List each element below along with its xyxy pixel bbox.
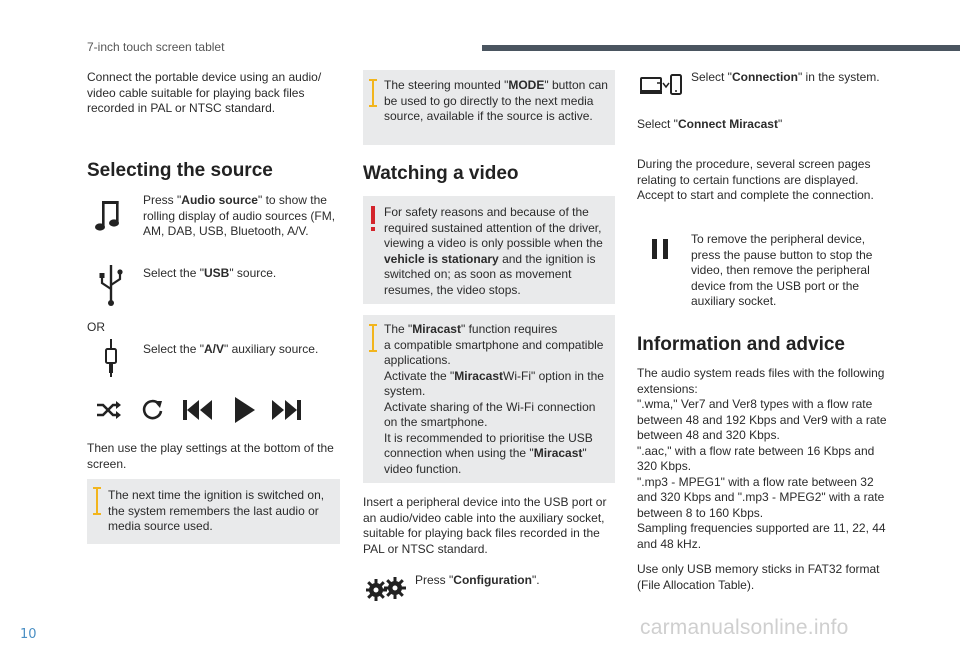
usb-icon [97, 263, 125, 307]
repeat-icon [141, 398, 165, 422]
previous-track-icon [182, 398, 214, 422]
warning-safety-text: For safety reasons and because of the required sustained attention of the driver, viewing a video is only possible when the vehicle is stationary and the ignition is switched on; as soon as movement resumes, the video stops. [384, 205, 603, 297]
watermark: carmanualsonline.info [640, 616, 849, 639]
page-header-title: 7-inch touch screen tablet [87, 40, 225, 54]
pause-icon [650, 239, 670, 259]
heading-information-advice: Information and advice [637, 334, 845, 355]
procedure-paragraph: During the procedure, several screen pages relating to certain functions are displayed. Accept to start and complete the connection. [637, 157, 874, 202]
step-usb: Select the "USB" source. [143, 266, 277, 280]
page-number: 10 [20, 627, 37, 642]
note-last-source-text: The next time the ignition is switched on, the system remembers the last audio or media source used. [108, 488, 325, 533]
warning-safety [363, 196, 615, 304]
info-note-icon [369, 79, 377, 107]
configuration-gears-icon [366, 576, 406, 602]
heading-selecting-source: Selecting the source [87, 160, 273, 181]
play-settings-paragraph: Then use the play settings at the bottom of the screen. [87, 441, 334, 471]
step-connect-miracast: Select "Connect Miracast" [637, 117, 783, 131]
info-paragraph: The audio system reads files with the following extensions: ".wma," Ver7 and Ver8 types with a flow rate between 48 and 192 Kbps and Ver9 with a rate between 48 and 320 Kbps. ".aac," with a flow rate between 16 Kbps and 320 Kbps. ".mp3 - MPEG1" with a flow rate between 32 and 320 Kbps and ".mp3 - MPEG2" with a rate between 8 to 160 Kbps. Sampling frequencies supported are 11, 22, 44 and 48 kHz. [637, 366, 887, 551]
note-miracast [363, 315, 615, 483]
shuffle-icon [96, 400, 122, 420]
note-miracast-text: The "Miracast" function requires a compatible smartphone and compatible applications. Activate the "MiracastWi-Fi" option in the system. Activate sharing of the Wi-Fi connection on the smartphone. It is recommended to prioritise the USB connection when using the "Miracast" video function. [384, 322, 604, 476]
aux-jack-icon [103, 338, 119, 378]
header-bar [482, 45, 960, 51]
info-note-icon [369, 324, 377, 352]
note-mode-text: The steering mounted "MODE" button can be used to go directly to the next media source, available if the source is active. [384, 78, 608, 123]
or-label: OR [87, 320, 105, 334]
warning-icon [370, 206, 376, 232]
fat32-paragraph: Use only USB memory sticks in FAT32 format (File Allocation Table). [637, 562, 880, 592]
note-last-source [87, 479, 340, 544]
heading-watching-video: Watching a video [363, 163, 519, 184]
info-note-icon [93, 487, 101, 515]
intro-paragraph: Connect the portable device using an audio/ video cable suitable for playing back files recorded in PAL or NTSC standard. [87, 70, 322, 115]
remove-device-paragraph: To remove the peripheral device, press the pause button to stop the video, then remove the peripheral device from the USB port or the auxiliary socket. [691, 232, 873, 308]
note-mode-button [363, 70, 615, 145]
step-configuration: Press "Configuration". [415, 573, 540, 587]
step-av: Select the "A/V" auxiliary source. [143, 342, 319, 356]
step-connection: Select "Connection" in the system. [691, 70, 880, 84]
next-track-icon [270, 398, 302, 422]
play-icon [233, 396, 257, 424]
connection-icon [640, 74, 682, 96]
step-audio-source: Press "Audio source" to show the rolling display of audio sources (FM, AM, DAB, USB, Bluetooth, A/V. [143, 193, 336, 238]
music-note-icon [94, 198, 124, 234]
insert-device-paragraph: Insert a peripheral device into the USB port or an audio/video cable into the auxiliary socket, suitable for playing back files recorded in the PAL or NTSC standard. [363, 495, 607, 556]
